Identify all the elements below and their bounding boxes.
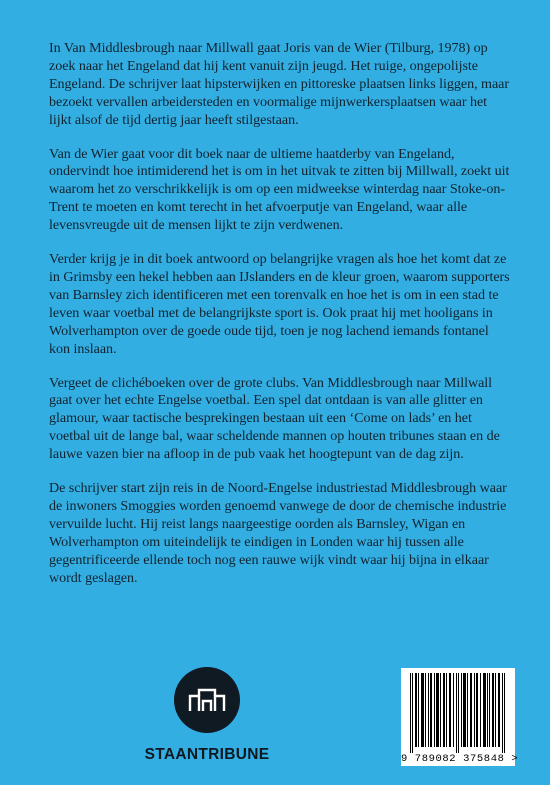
barcode-bars xyxy=(401,668,519,766)
isbn-number: 9 789082 375848 > xyxy=(401,753,519,765)
isbn-barcode xyxy=(401,668,519,766)
blurb-text xyxy=(49,40,511,603)
blurb-paragraph-5: De schrijver start zijn reis in de Noord-Engelse industriestad Middlesbrough waar de inwoners Smoggies worden genoemd vanwege de door de chemische industrie vervuilde lucht. Hij reist langs naargeestige oorden als Barnsley, Wigan en Wolverhampton om uiteindelijk te eindigen in Londen waar hij tussen alle gegentrificeerde ellende toch nog een rauwe wijk vindt waar hij bijna in elkaar wordt geslagen. xyxy=(49,480,507,586)
blurb-paragraph-1: In Van Middlesbrough naar Millwall gaat Joris van de Wier (Tilburg, 1978) op zoek naar het Engeland dat hij kent vanuit zijn jeugd. Het ruige, ongepolijste Engeland. De schrijver laat hipsterwijken en pittoreske plaatsen links liggen, maar bezoekt vervallen arbeidersteden en voormalige mijnwerkersplaatsen waar het lijkt alsof de tijd dertig jaar heeft stilgestaan. xyxy=(49,40,510,128)
blurb-paragraph-4: Vergeet de clichéboeken over de grote clubs. Van Middlesbrough naar Millwall gaat over het echte Engelse voetbal. Een spel dat ontdaan is van alle glitter en glamour, waar tactische besprekingen bestaan uit een ‘Come on lads’ en het voetbal uit de lange bal, waar scheldende mannen op houten tribunes staan en de lauwe vazen bier na afloop in de pub vaak het hoogtepunt van de dag zijn. xyxy=(49,374,500,463)
stand-seats-icon xyxy=(174,667,240,733)
publisher-logo xyxy=(141,667,273,764)
blurb-paragraph-2: Van de Wier gaat voor dit boek naar de ultieme haatderby van Engeland, ondervindt hoe intimiderend het is om in het uitvak te zitten bij Millwall, zoekt uit waarom het zo verschrikkelijk is om op een midweekse winterdag naar Stoke-on-Trent te moeten en komt terecht in het afvoerputje van Engeland, waar alle levensvreugde uit de mensen lijkt te zijn verdwenen. xyxy=(49,145,510,234)
blurb-paragraph-3: Verder krijg je in dit boek antwoord op belangrijke vragen als hoe het komt dat ze in Grimsby een hekel hebben aan IJslanders en de kleur groen, waarom supporters van Barnsley zich identificeren met een torenvalk en hoe het is om in een stad te leven waar voetbal met de belangrijkste sport is. Ook praat hij met hooligans in Wolverhampton over de goede oude tijd, toen je nog lachend iemands fontanel kon inslaan. xyxy=(49,251,510,357)
publisher-name: STAANTRIBUNE xyxy=(144,746,270,763)
